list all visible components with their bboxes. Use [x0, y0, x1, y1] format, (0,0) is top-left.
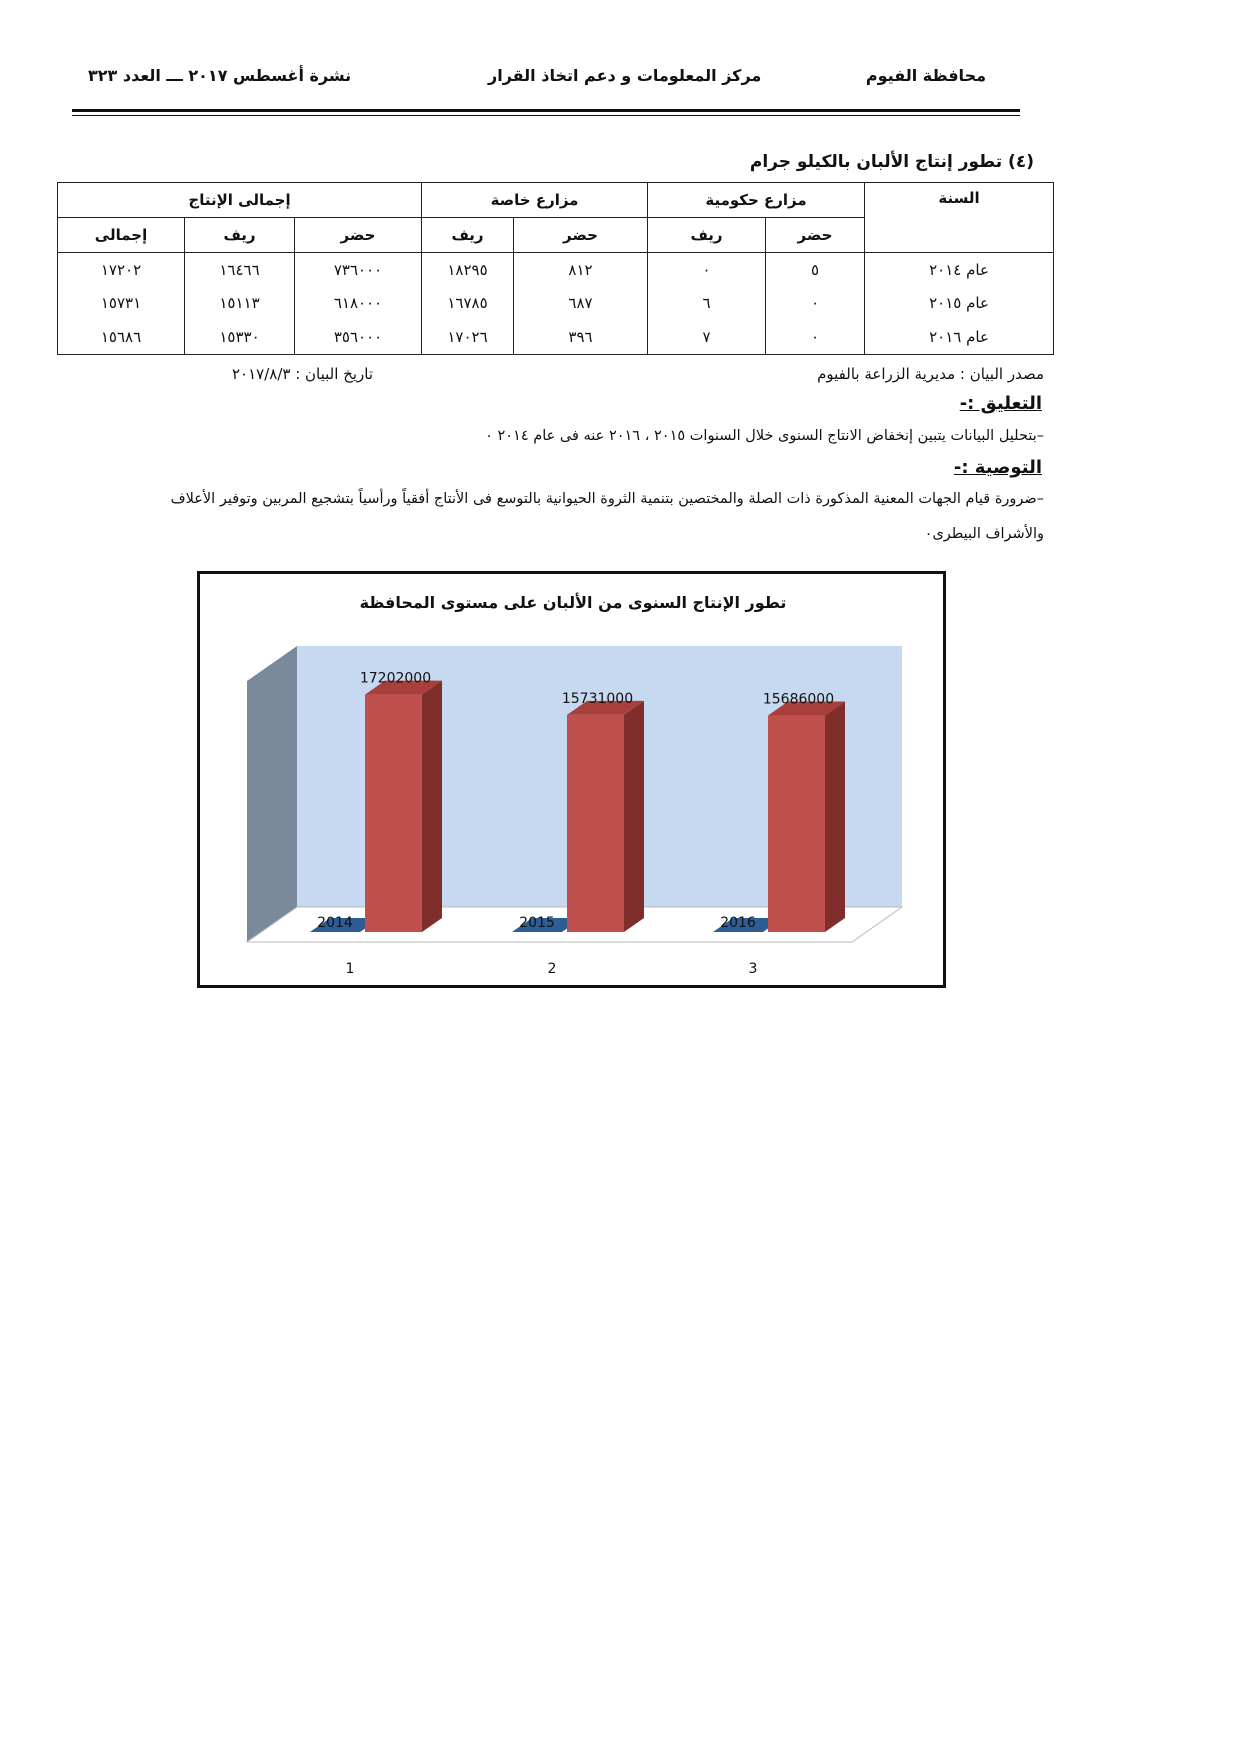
recommendation-line-2: والأشراف البيطرى٠ [924, 526, 1044, 542]
production-bar [567, 715, 624, 932]
gov-urban-header: حضر [766, 218, 865, 253]
year-label: 2015 [519, 915, 555, 931]
total-production-header: إجمالى الإنتاج [58, 183, 422, 218]
data-date: تاريخ البيان : ٢٠١٧/٨/٣ [232, 365, 374, 383]
private-urban-cell: ٦٨٧ [514, 287, 648, 321]
grand-total-cell: ١٧٢٠٢ [58, 253, 185, 287]
data-source: مصدر البيان : مديرية الزراعة بالفيوم [817, 365, 1044, 383]
table-row [58, 253, 1054, 287]
production-bar-side [624, 701, 644, 932]
total-rural-header: ريف [185, 218, 295, 253]
comment-heading: التعليق :- [959, 393, 1042, 414]
data-label: 17202000 [359, 670, 432, 687]
gov-urban-cell: ٠ [766, 287, 865, 321]
governorate-name: محافظة الفيوم [865, 66, 986, 85]
gov-rural-cell: ٦ [648, 287, 766, 321]
table-row [58, 287, 1054, 321]
comment-text: –بتحليل البيانات يتبين إنخفاض الانتاج السنوى خلال السنوات ٢٠١٥ ، ٢٠١٦ عنه فى عام ٢٠١٤ ٠ [485, 428, 1044, 444]
private-urban-cell: ٣٩٦ [514, 320, 648, 354]
total-rural-cell: ١٥١١٣ [185, 287, 295, 321]
private-rural-cell: ١٧٠٢٦ [422, 320, 514, 354]
gov-farms-header: مزارع حكومية [648, 183, 865, 218]
total-rural-cell: ١٦٤٦٦ [185, 253, 295, 287]
gov-rural-cell: ٠ [648, 253, 766, 287]
gov-urban-cell: ٥ [766, 253, 865, 287]
total-rural-cell: ١٥٣٣٠ [185, 320, 295, 354]
private-rural-header: ريف [422, 218, 514, 253]
x-tick-label: 3 [748, 961, 758, 977]
header-rule [72, 109, 1020, 112]
gov-rural-header: ريف [648, 218, 766, 253]
gov-rural-cell: ٧ [648, 320, 766, 354]
private-rural-cell: ١٦٧٨٥ [422, 287, 514, 321]
production-chart [200, 574, 943, 985]
year-label: 2016 [720, 915, 756, 931]
year-cell: عام ٢٠١٦ [865, 320, 1054, 354]
production-bar [365, 695, 422, 932]
year-cell: عام ٢٠١٥ [865, 287, 1054, 321]
chart-frame [197, 571, 946, 988]
header-rule-thin [72, 115, 1020, 116]
total-urban-header: حضر [295, 218, 422, 253]
data-label: 15686000 [762, 691, 835, 708]
data-label: 15731000 [561, 690, 634, 707]
issue-label: نشرة أغسطس ٢٠١٧ ـــ العدد ٣٢٣ [88, 66, 352, 85]
x-tick-label: 1 [345, 961, 355, 977]
chart-side-wall [247, 646, 297, 942]
total-urban-cell: ٦١٨٠٠٠ [295, 287, 422, 321]
gov-urban-cell: ٠ [766, 320, 865, 354]
x-tick-label: 2 [547, 961, 557, 977]
total-urban-cell: ٣٥٦٠٠٠ [295, 320, 422, 354]
grand-total-cell: ١٥٦٨٦ [58, 320, 185, 354]
year-header: السنة [865, 183, 1054, 253]
milk-production-table [57, 182, 1054, 355]
section-title: (٤) تطور إنتاج الألبان بالكيلو جرام [749, 152, 1034, 172]
grand-total-cell: ١٥٧٣١ [58, 287, 185, 321]
year-cell: عام ٢٠١٤ [865, 253, 1054, 287]
production-bar-side [825, 702, 845, 932]
total-urban-cell: ٧٣٦٠٠٠ [295, 253, 422, 287]
center-name: مركز المعلومات و دعم اتخاذ القرار [488, 66, 762, 85]
grand-total-header: إجمالى [58, 218, 185, 253]
private-urban-cell: ٨١٢ [514, 253, 648, 287]
table-row [58, 320, 1054, 354]
production-bar-side [422, 681, 442, 932]
year-label: 2014 [317, 915, 353, 931]
recommendation-line-1: –ضرورة قيام الجهات المعنية المذكورة ذات الصلة والمختصين بتنمية الثروة الحيوانية بالتوسع فى الأنتاج أفقياً ورأسياً بتشجيع المربين وتوفير الأعلاف [170, 491, 1044, 507]
private-urban-header: حضر [514, 218, 648, 253]
private-farms-header: مزارع خاصة [422, 183, 648, 218]
production-bar [768, 716, 825, 932]
recommendation-heading: التوصية :- [953, 457, 1042, 478]
chart-title: تطور الإنتاج السنوى من الألبان على مستوى المحافظة [359, 593, 787, 612]
private-rural-cell: ١٨٢٩٥ [422, 253, 514, 287]
